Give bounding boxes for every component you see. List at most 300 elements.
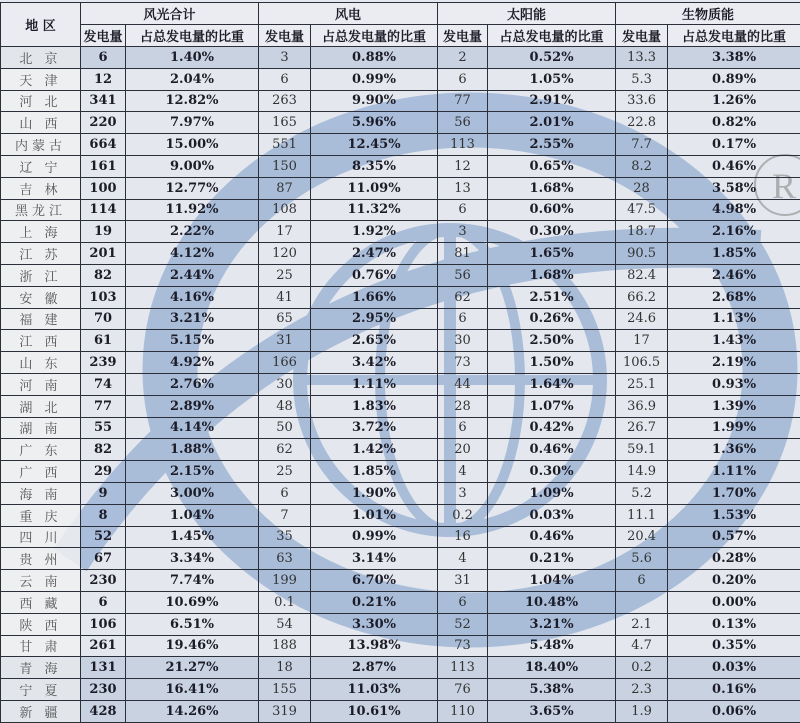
region-cell: 重 庆	[1, 504, 81, 526]
generation-cell: 25	[259, 461, 311, 483]
generation-cell: 17	[616, 330, 668, 352]
region-cell: 贵 州	[1, 548, 81, 570]
generation-cell: 664	[81, 134, 126, 156]
share-cell: 13.98%	[311, 635, 438, 657]
share-cell: 1.70%	[668, 482, 800, 504]
generation-cell	[616, 591, 668, 613]
table-row	[1, 134, 800, 156]
share-cell: 0.99%	[311, 68, 438, 90]
generation-cell: 73	[438, 352, 488, 374]
generation-cell: 319	[259, 700, 311, 722]
generation-cell: 1.9	[616, 700, 668, 722]
generation-cell: 24.6	[616, 308, 668, 330]
generation-cell: 6	[438, 417, 488, 439]
share-cell: 12.77%	[126, 177, 259, 199]
share-cell: 3.14%	[311, 548, 438, 570]
share-cell: 1.64%	[488, 373, 616, 395]
header-share: 占总发电量的比重	[126, 25, 259, 47]
generation-cell: 8	[81, 504, 126, 526]
region-cell: 青 海	[1, 657, 81, 679]
header-group-wind-solar-total: 风光合计	[81, 3, 259, 25]
region-cell: 辽 宁	[1, 155, 81, 177]
share-cell: 0.76%	[311, 264, 438, 286]
share-cell: 0.57%	[668, 526, 800, 548]
generation-cell: 47.5	[616, 199, 668, 221]
share-cell: 1.68%	[488, 177, 616, 199]
share-cell: 3.00%	[126, 482, 259, 504]
share-cell: 1.85%	[668, 243, 800, 265]
share-cell: 2.55%	[488, 134, 616, 156]
share-cell: 1.45%	[126, 526, 259, 548]
table-row	[1, 504, 800, 526]
generation-cell: 6	[438, 591, 488, 613]
table-row	[1, 47, 800, 69]
table-row	[1, 613, 800, 635]
header-group-solar: 太阳能	[438, 3, 616, 25]
generation-cell: 12	[81, 68, 126, 90]
generation-cell: 6	[438, 199, 488, 221]
generation-cell: 55	[81, 417, 126, 439]
share-cell: 1.05%	[488, 68, 616, 90]
generation-cell: 6	[616, 570, 668, 592]
share-cell: 1.40%	[126, 47, 259, 69]
share-cell: 3.21%	[488, 613, 616, 635]
generation-cell: 30	[259, 373, 311, 395]
share-cell: 3.72%	[311, 417, 438, 439]
generation-cell: 56	[438, 112, 488, 134]
generation-cell: 20	[438, 439, 488, 461]
table-row	[1, 352, 800, 374]
generation-cell: 13	[438, 177, 488, 199]
region-cell: 湖 北	[1, 395, 81, 417]
share-cell: 0.21%	[488, 548, 616, 570]
share-cell: 0.60%	[488, 199, 616, 221]
region-cell: 河 北	[1, 90, 81, 112]
generation-cell: 81	[438, 243, 488, 265]
region-cell: 陕 西	[1, 613, 81, 635]
generation-cell: 6	[81, 47, 126, 69]
share-cell: 12.45%	[311, 134, 438, 156]
share-cell: 3.30%	[311, 613, 438, 635]
generation-cell: 4.7	[616, 635, 668, 657]
generation-cell: 199	[259, 570, 311, 592]
generation-cell: 25.1	[616, 373, 668, 395]
share-cell: 10.61%	[311, 700, 438, 722]
share-cell: 15.00%	[126, 134, 259, 156]
share-cell: 1.83%	[311, 395, 438, 417]
generation-cell: 9	[81, 482, 126, 504]
table-row	[1, 570, 800, 592]
generation-cell: 239	[81, 352, 126, 374]
share-cell: 1.11%	[668, 461, 800, 483]
share-cell: 3.38%	[668, 47, 800, 69]
share-cell: 3.42%	[311, 352, 438, 374]
share-cell: 19.46%	[126, 635, 259, 657]
generation-cell: 166	[259, 352, 311, 374]
region-cell: 云 南	[1, 570, 81, 592]
region-cell: 西 藏	[1, 591, 81, 613]
generation-cell: 230	[81, 570, 126, 592]
region-cell: 新 疆	[1, 700, 81, 722]
generation-cell: 4	[438, 548, 488, 570]
generation-cell: 3	[259, 47, 311, 69]
generation-cell: 261	[81, 635, 126, 657]
header-share: 占总发电量的比重	[311, 25, 438, 47]
region-cell: 广 西	[1, 461, 81, 483]
generation-cell: 74	[81, 373, 126, 395]
share-cell: 5.48%	[488, 635, 616, 657]
share-cell: 0.03%	[488, 504, 616, 526]
share-cell: 2.91%	[488, 90, 616, 112]
generation-cell: 220	[81, 112, 126, 134]
generation-cell: 13.3	[616, 47, 668, 69]
header-generation: 发电量	[259, 25, 311, 47]
share-cell: 18.40%	[488, 657, 616, 679]
generation-cell: 87	[259, 177, 311, 199]
share-cell: 0.35%	[668, 635, 800, 657]
share-cell: 1.36%	[668, 439, 800, 461]
share-cell: 1.01%	[311, 504, 438, 526]
table-row	[1, 395, 800, 417]
generation-cell: 6	[81, 591, 126, 613]
share-cell: 6.70%	[311, 570, 438, 592]
generation-cell: 70	[81, 308, 126, 330]
generation-cell: 82	[81, 264, 126, 286]
table-row	[1, 199, 800, 221]
header-region: 地 区	[1, 3, 81, 47]
region-cell: 宁 夏	[1, 679, 81, 701]
share-cell: 0.93%	[668, 373, 800, 395]
generation-cell: 161	[81, 155, 126, 177]
share-cell: 3.65%	[488, 700, 616, 722]
region-cell: 浙 江	[1, 264, 81, 286]
generation-cell: 20.4	[616, 526, 668, 548]
share-cell: 1.99%	[668, 417, 800, 439]
region-cell: 湖 南	[1, 417, 81, 439]
share-cell: 1.68%	[488, 264, 616, 286]
share-cell: 1.04%	[488, 570, 616, 592]
generation-cell: 63	[259, 548, 311, 570]
region-cell: 山 东	[1, 352, 81, 374]
generation-cell: 0.2	[616, 657, 668, 679]
share-cell: 2.87%	[311, 657, 438, 679]
share-cell: 1.42%	[311, 439, 438, 461]
generation-cell: 5.3	[616, 68, 668, 90]
generation-cell: 341	[81, 90, 126, 112]
share-cell: 0.13%	[668, 613, 800, 635]
generation-cell: 2.1	[616, 613, 668, 635]
generation-cell: 6	[438, 68, 488, 90]
table-row	[1, 264, 800, 286]
table-row	[1, 177, 800, 199]
share-cell: 0.03%	[668, 657, 800, 679]
share-cell: 1.65%	[488, 243, 616, 265]
header-generation: 发电量	[438, 25, 488, 47]
share-cell: 2.76%	[126, 373, 259, 395]
region-cell: 吉 林	[1, 177, 81, 199]
generation-cell: 5.6	[616, 548, 668, 570]
table-row	[1, 526, 800, 548]
generation-cell: 2	[438, 47, 488, 69]
share-cell: 2.46%	[668, 264, 800, 286]
table-row	[1, 155, 800, 177]
share-cell: 1.85%	[311, 461, 438, 483]
share-cell: 2.44%	[126, 264, 259, 286]
share-cell: 4.14%	[126, 417, 259, 439]
share-cell: 0.17%	[668, 134, 800, 156]
share-cell: 2.04%	[126, 68, 259, 90]
table-row	[1, 635, 800, 657]
share-cell: 0.46%	[668, 155, 800, 177]
header-group-wind: 风电	[259, 3, 438, 25]
share-cell: 4.92%	[126, 352, 259, 374]
generation-cell: 61	[81, 330, 126, 352]
table-row	[1, 221, 800, 243]
generation-cell: 28	[438, 395, 488, 417]
renewable-generation-table	[0, 2, 800, 723]
generation-cell: 56	[438, 264, 488, 286]
share-cell: 9.90%	[311, 90, 438, 112]
share-cell: 7.97%	[126, 112, 259, 134]
share-cell: 1.50%	[488, 352, 616, 374]
generation-cell: 120	[259, 243, 311, 265]
generation-cell: 17	[259, 221, 311, 243]
share-cell: 1.04%	[126, 504, 259, 526]
share-cell: 0.06%	[668, 700, 800, 722]
generation-cell: 35	[259, 526, 311, 548]
share-cell: 2.95%	[311, 308, 438, 330]
region-cell: 广 东	[1, 439, 81, 461]
share-cell: 2.01%	[488, 112, 616, 134]
header-share: 占总发电量的比重	[488, 25, 616, 47]
region-cell: 内蒙古	[1, 134, 81, 156]
generation-cell: 114	[81, 199, 126, 221]
share-cell: 9.00%	[126, 155, 259, 177]
table-row	[1, 112, 800, 134]
generation-cell: 22.8	[616, 112, 668, 134]
share-cell: 1.26%	[668, 90, 800, 112]
generation-cell: 113	[438, 657, 488, 679]
share-cell: 0.88%	[311, 47, 438, 69]
generation-cell: 67	[81, 548, 126, 570]
share-cell: 0.82%	[668, 112, 800, 134]
generation-cell: 6	[259, 482, 311, 504]
table-row	[1, 548, 800, 570]
share-cell: 1.39%	[668, 395, 800, 417]
generation-cell: 65	[259, 308, 311, 330]
generation-cell: 7.7	[616, 134, 668, 156]
table-row	[1, 68, 800, 90]
generation-cell: 3	[438, 482, 488, 504]
generation-cell: 18.7	[616, 221, 668, 243]
generation-cell: 33.6	[616, 90, 668, 112]
generation-cell: 106.5	[616, 352, 668, 374]
table-row	[1, 461, 800, 483]
share-cell: 2.19%	[668, 352, 800, 374]
table-row	[1, 308, 800, 330]
generation-cell: 113	[438, 134, 488, 156]
generation-cell: 188	[259, 635, 311, 657]
region-cell: 四 川	[1, 526, 81, 548]
share-cell: 11.32%	[311, 199, 438, 221]
generation-cell: 150	[259, 155, 311, 177]
table-row	[1, 373, 800, 395]
region-cell: 上 海	[1, 221, 81, 243]
generation-cell: 18	[259, 657, 311, 679]
table-body	[1, 47, 800, 723]
generation-cell: 263	[259, 90, 311, 112]
region-cell: 江 西	[1, 330, 81, 352]
share-cell: 0.42%	[488, 417, 616, 439]
share-cell: 0.21%	[311, 591, 438, 613]
share-cell: 11.09%	[311, 177, 438, 199]
table-row	[1, 439, 800, 461]
share-cell: 2.15%	[126, 461, 259, 483]
region-cell: 河 南	[1, 373, 81, 395]
share-cell: 3.34%	[126, 548, 259, 570]
region-cell: 福 建	[1, 308, 81, 330]
share-cell: 1.07%	[488, 395, 616, 417]
generation-cell: 3	[438, 221, 488, 243]
share-cell: 0.99%	[311, 526, 438, 548]
table-row	[1, 330, 800, 352]
region-cell: 安 徽	[1, 286, 81, 308]
generation-cell: 5.2	[616, 482, 668, 504]
share-cell: 0.65%	[488, 155, 616, 177]
generation-cell: 30	[438, 330, 488, 352]
generation-cell: 36.9	[616, 395, 668, 417]
generation-cell: 8.2	[616, 155, 668, 177]
generation-cell: 7	[259, 504, 311, 526]
generation-cell: 62	[438, 286, 488, 308]
region-cell: 黑龙江	[1, 199, 81, 221]
share-cell: 10.69%	[126, 591, 259, 613]
generation-cell: 108	[259, 199, 311, 221]
share-cell: 1.66%	[311, 286, 438, 308]
share-cell: 5.38%	[488, 679, 616, 701]
generation-cell: 11.1	[616, 504, 668, 526]
generation-cell: 19	[81, 221, 126, 243]
header-group-biomass: 生物质能	[616, 3, 800, 25]
table-row	[1, 657, 800, 679]
share-cell: 16.41%	[126, 679, 259, 701]
generation-cell: 52	[438, 613, 488, 635]
generation-cell: 82	[81, 439, 126, 461]
table-row	[1, 286, 800, 308]
share-cell: 4.12%	[126, 243, 259, 265]
header-share: 占总发电量的比重	[668, 25, 800, 47]
share-cell: 1.13%	[668, 308, 800, 330]
generation-cell: 16	[438, 526, 488, 548]
share-cell: 8.35%	[311, 155, 438, 177]
generation-cell: 59.1	[616, 439, 668, 461]
share-cell: 7.74%	[126, 570, 259, 592]
generation-cell: 155	[259, 679, 311, 701]
header-generation: 发电量	[81, 25, 126, 47]
share-cell: 4.16%	[126, 286, 259, 308]
generation-cell: 0.2	[438, 504, 488, 526]
generation-cell: 73	[438, 635, 488, 657]
share-cell: 1.53%	[668, 504, 800, 526]
share-cell: 5.15%	[126, 330, 259, 352]
generation-cell: 41	[259, 286, 311, 308]
share-cell: 1.90%	[311, 482, 438, 504]
generation-cell: 90.5	[616, 243, 668, 265]
share-cell: 11.92%	[126, 199, 259, 221]
generation-cell: 110	[438, 700, 488, 722]
region-cell: 江 苏	[1, 243, 81, 265]
share-cell: 2.89%	[126, 395, 259, 417]
generation-cell: 201	[81, 243, 126, 265]
generation-cell: 62	[259, 439, 311, 461]
generation-cell: 77	[81, 395, 126, 417]
share-cell: 3.21%	[126, 308, 259, 330]
share-cell: 0.28%	[668, 548, 800, 570]
generation-cell: 6	[438, 308, 488, 330]
generation-cell: 0.1	[259, 591, 311, 613]
generation-cell: 31	[438, 570, 488, 592]
share-cell: 2.22%	[126, 221, 259, 243]
region-cell: 天 津	[1, 68, 81, 90]
generation-cell: 6	[259, 68, 311, 90]
share-cell: 2.47%	[311, 243, 438, 265]
share-cell: 1.09%	[488, 482, 616, 504]
generation-cell: 2.3	[616, 679, 668, 701]
generation-cell: 76	[438, 679, 488, 701]
share-cell: 1.92%	[311, 221, 438, 243]
share-cell: 5.96%	[311, 112, 438, 134]
generation-cell: 50	[259, 417, 311, 439]
share-cell: 0.00%	[668, 591, 800, 613]
generation-cell: 28	[616, 177, 668, 199]
generation-cell: 4	[438, 461, 488, 483]
generation-cell: 428	[81, 700, 126, 722]
share-cell: 2.16%	[668, 221, 800, 243]
generation-cell: 54	[259, 613, 311, 635]
generation-cell: 29	[81, 461, 126, 483]
share-cell: 0.30%	[488, 461, 616, 483]
share-cell: 0.26%	[488, 308, 616, 330]
generation-cell: 48	[259, 395, 311, 417]
svg-text:R: R	[772, 166, 797, 206]
generation-cell: 551	[259, 134, 311, 156]
generation-cell: 14.9	[616, 461, 668, 483]
share-cell: 12.82%	[126, 90, 259, 112]
generation-cell: 26.7	[616, 417, 668, 439]
share-cell: 0.52%	[488, 47, 616, 69]
share-cell: 11.03%	[311, 679, 438, 701]
table-row	[1, 700, 800, 722]
generation-cell: 44	[438, 373, 488, 395]
region-cell: 北 京	[1, 47, 81, 69]
share-cell: 0.30%	[488, 221, 616, 243]
generation-cell: 52	[81, 526, 126, 548]
share-cell: 1.88%	[126, 439, 259, 461]
share-cell: 1.43%	[668, 330, 800, 352]
share-cell: 2.68%	[668, 286, 800, 308]
table-row	[1, 591, 800, 613]
generation-cell: 77	[438, 90, 488, 112]
share-cell: 4.98%	[668, 199, 800, 221]
table-row	[1, 679, 800, 701]
header-row-groups	[1, 3, 800, 25]
generation-cell: 31	[259, 330, 311, 352]
generation-cell: 106	[81, 613, 126, 635]
share-cell: 3.58%	[668, 177, 800, 199]
header-generation: 发电量	[616, 25, 668, 47]
generation-cell: 103	[81, 286, 126, 308]
region-cell: 山 西	[1, 112, 81, 134]
